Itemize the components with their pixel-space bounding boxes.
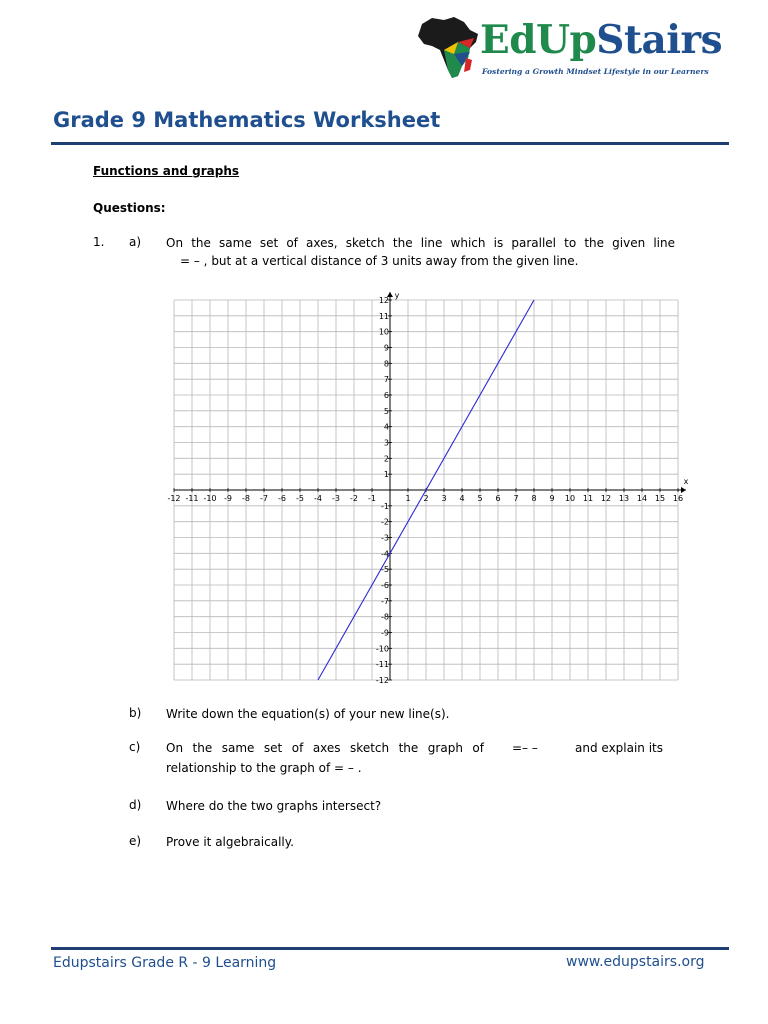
brand-name-part2: Stairs xyxy=(596,17,723,63)
x-tick-label: 4 xyxy=(459,494,465,503)
x-tick-label: 10 xyxy=(564,494,576,503)
x-axis-arrow xyxy=(681,487,686,493)
x-tick-label: 1 xyxy=(405,494,411,503)
y-tick-label: -7 xyxy=(381,596,389,606)
y-tick-label: 11 xyxy=(378,311,389,321)
x-tick-label: 3 xyxy=(441,494,447,503)
y-tick-label: 4 xyxy=(383,422,389,432)
x-tick-label: -3 xyxy=(332,494,340,503)
y-tick-label: -10 xyxy=(375,644,389,654)
edupstairs-logo xyxy=(414,14,734,84)
x-tick-label: 6 xyxy=(495,494,501,503)
y-tick-label: -4 xyxy=(381,549,389,559)
questions-label: Questions: xyxy=(93,201,166,215)
y-tick-label: -1 xyxy=(381,501,389,511)
footer-website-link[interactable]: www.edupstairs.org xyxy=(566,954,705,970)
x-tick-label: 2 xyxy=(423,494,429,503)
question-number: 1. xyxy=(93,235,105,249)
x-axis-label: x xyxy=(683,477,689,486)
x-tick-label: -6 xyxy=(278,494,286,503)
footer-divider xyxy=(51,947,729,950)
question-part-text: On the same set of axes sketch the graph of xyxy=(166,741,484,755)
y-axis-label: y xyxy=(394,291,400,300)
question-part-letter: a) xyxy=(129,235,142,249)
question-part-text: Write down the equation(s) of your new line(s). xyxy=(166,707,450,721)
y-tick-label: -5 xyxy=(381,565,389,575)
x-tick-label: -12 xyxy=(167,494,181,503)
y-tick-label: -2 xyxy=(381,517,389,527)
x-tick-label: -9 xyxy=(224,494,232,503)
brand-tagline: Fostering a Growth Mindset Lifestyle in our Learners xyxy=(482,67,709,76)
y-tick-label: -9 xyxy=(381,628,389,638)
y-tick-label: -6 xyxy=(381,581,389,590)
question-part-text: relationship to the graph of = – . xyxy=(166,761,362,775)
question-part-text: Prove it algebraically. xyxy=(166,835,294,849)
x-tick-label: 7 xyxy=(513,494,519,503)
x-tick-label: 9 xyxy=(549,494,555,503)
x-tick-label: -10 xyxy=(203,494,217,503)
x-tick-label: 8 xyxy=(531,494,537,503)
y-tick-label: 12 xyxy=(378,296,389,305)
footer-course-label: Edupstairs Grade R - 9 Learning xyxy=(53,955,277,971)
cartesian-graph xyxy=(160,288,700,688)
question-part-letter: d) xyxy=(129,798,142,812)
x-tick-label: 12 xyxy=(600,494,612,503)
graph-svg xyxy=(160,288,700,688)
x-tick-label: 13 xyxy=(618,494,630,503)
x-tick-label: 14 xyxy=(636,494,648,503)
y-tick-label: 7 xyxy=(383,375,389,385)
x-tick-label: -4 xyxy=(314,494,322,503)
section-heading: Functions and graphs xyxy=(93,164,240,178)
x-tick-label: 5 xyxy=(477,494,483,503)
x-tick-label: -7 xyxy=(260,494,268,503)
y-tick-label: 10 xyxy=(378,327,389,337)
question-part-text: Where do the two graphs intersect? xyxy=(166,799,382,813)
x-tick-label: -5 xyxy=(296,494,304,503)
y-tick-label: 2 xyxy=(383,454,389,464)
x-tick-label: -1 xyxy=(368,494,376,503)
question-part-text: and explain its xyxy=(575,741,664,755)
x-tick-label: 16 xyxy=(672,494,684,503)
x-tick-label: -2 xyxy=(350,494,358,503)
question-part-text: = – , but at a vertical distance of 3 units away from the given line. xyxy=(180,254,579,268)
y-tick-label: 5 xyxy=(383,406,389,416)
y-tick-label: 8 xyxy=(383,359,389,369)
y-tick-label: 3 xyxy=(383,438,389,448)
page-title: Grade 9 Mathematics Worksheet xyxy=(53,108,441,132)
brand-name xyxy=(480,18,722,62)
africa-map-icon xyxy=(414,14,484,80)
y-tick-label: -11 xyxy=(375,660,389,670)
x-tick-label: 11 xyxy=(582,494,594,503)
question-part-letter: e) xyxy=(129,834,142,848)
y-tick-label: 9 xyxy=(383,343,389,353)
title-divider xyxy=(51,142,729,145)
brand-name-part1: EdUp xyxy=(480,17,597,63)
question-part-text: On the same set of axes, sketch the line which is parallel to the given line xyxy=(166,236,675,250)
y-tick-label: 1 xyxy=(383,470,389,480)
x-tick-label: -11 xyxy=(185,494,199,503)
x-tick-label: 15 xyxy=(654,494,666,503)
y-tick-label: -8 xyxy=(381,612,389,622)
y-tick-label: -12 xyxy=(375,676,389,685)
question-part-text: =– – xyxy=(512,741,538,755)
y-tick-label: -3 xyxy=(381,533,389,543)
question-part-letter: c) xyxy=(129,740,141,754)
x-tick-label: -8 xyxy=(242,494,250,503)
question-part-letter: b) xyxy=(129,706,142,720)
y-tick-label: 6 xyxy=(383,391,389,400)
